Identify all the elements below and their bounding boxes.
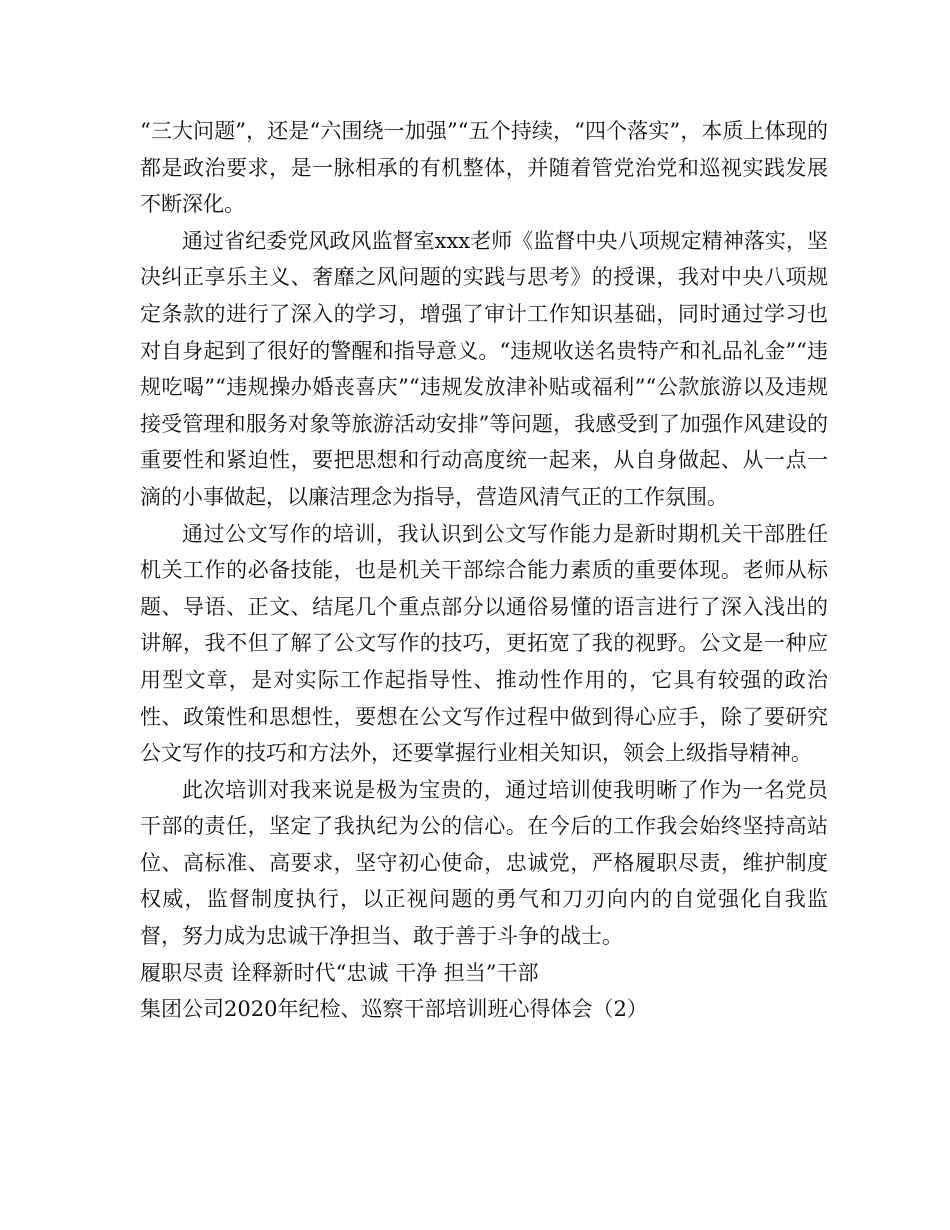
paragraph-continuation: “三大问题”，还是“六围绕一加强”“五个持续，“四个落实”，本质上体现的都是政治要求，是一脉相承的有机整体，并随着管党治党和巡视实践发展不断深化。 [140,119,828,217]
paragraph-conclusion: 此次培训对我来说是极为宝贵的，通过培训使我明晰了作为一名党员干部的责任，坚定了我执纪为公的信心。在今后的工作我会始终坚持高站位、高标准、高要求，坚守初心使命，忠诚党，严格履职尽责，维护制度权威，监督制度执行，以正视问题的勇气和刀刃向内的自觉强化自我监督，努力成为忠诚干净担当、敢于善于斗争的战士。 [140,777,828,949]
article-subheading: 集团公司2020年纪检、巡察干部培训班心得体会（2） [140,997,648,1022]
article-heading: 履职尽责 诠释新时代“忠诚 干净 担当”干部 [140,960,539,985]
paragraph-discipline-lecture: 通过省纪委党风政风监督室xxx老师《监督中央八项规定精神落实，坚决纠正享乐主义、奢靡之风问题的实践与思考》的授课，我对中央八项规定条款的进行了深入的学习，增强了审计工作知识基础，同时通过学习也对自身起到了很好的警醒和指导意义。“违规收送名贵特产和礼品礼金”“违规吃喝”“违规操办婚丧喜庆”“违规发放津补贴或福利”“公款旅游以及违规接受管理和服务对象等旅游活动安排”等问题，我感受到了加强作风建设的重要性和紧迫性，要把思想和行动高度统一起来，从自身做起、从一点一滴的小事做起，以廉洁理念为指导，营造风清气正的工作氛围。 [140,228,828,509]
document-page [140,113,828,1028]
paragraph-writing-training: 通过公文写作的培训，我认识到公文写作能力是新时期机关干部胜任机关工作的必备技能，也是机关干部综合能力素质的重要体现。老师从标题、导语、正文、结尾几个重点部分以通俗易懂的语言进行了深入浅出的讲解，我不但了解了公文写作的技巧，更拓宽了我的视野。公文是一种应用型文章，是对实际工作起指导性、推动性作用的，它具有较强的政治性、政策性和思想性，要想在公文写作过程中做到得心应手，除了要研究公文写作的技巧和方法外，还要掌握行业相关知识，领会上级指导精神。 [140,521,828,766]
